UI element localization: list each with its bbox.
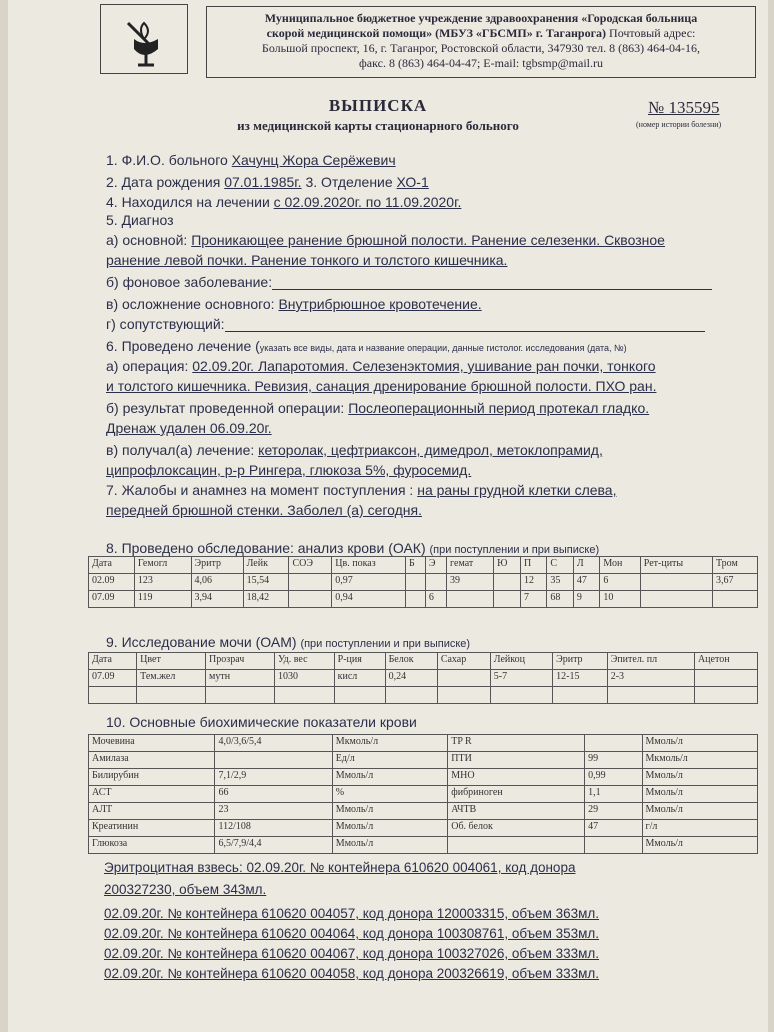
oak-cell — [406, 574, 426, 591]
bio-cell — [215, 752, 332, 769]
oam-cell — [89, 687, 137, 704]
treatment-heading — [106, 338, 627, 354]
oak-cell — [494, 591, 521, 608]
oak-header-cell: Эритр — [191, 557, 243, 574]
bio-cell: г/л — [642, 820, 758, 837]
medication-label: в) получал(а) лечение: — [106, 442, 259, 458]
oak-cell: 15,54 — [243, 574, 289, 591]
bio-cell: Мочевина — [89, 735, 215, 752]
complication-line — [106, 296, 482, 312]
bio-cell: 23 — [215, 803, 332, 820]
oak-note: (при поступлении и при выписке) — [429, 544, 600, 556]
logo — [100, 4, 188, 74]
oak-cell — [289, 574, 332, 591]
bio-cell: Амилаза — [89, 752, 215, 769]
oak-cell: 10 — [600, 591, 640, 608]
oak-cell: 3,67 — [712, 574, 757, 591]
oam-header-cell: Лейкоц — [490, 653, 552, 670]
operation-cont: и толстого кишечника. Ревизия, санация дренирование брюшной полости. ПХО ран. — [106, 378, 657, 394]
oak-cell: 39 — [447, 574, 494, 591]
header-line-1: Муниципальное бюджетное учреждение здравоохранения «Городская больница — [264, 11, 698, 25]
blank-line — [225, 319, 705, 332]
oam-cell — [385, 687, 437, 704]
urine-test-table — [88, 652, 758, 704]
oak-header-cell: Рет-циты — [640, 557, 712, 574]
blood-test-table — [88, 556, 758, 608]
bio-cell: Глюкоза — [89, 837, 215, 854]
operation: 02.09.20г. Лапаротомия. Селезенэктомия, ушивание ран почки, тонкого — [192, 358, 656, 374]
oam-header-cell: Эритр — [553, 653, 608, 670]
header-line-2: скорой медицинской помощи» (МБУЗ «ГБСМП» г. Таганрога) — [266, 26, 607, 40]
oam-header-cell: Р-ция — [334, 653, 385, 670]
oak-header-cell: СОЭ — [289, 557, 332, 574]
main-diagnosis: Проникающее ранение брюшной полости. Ранение селезенки. Сквозное — [191, 232, 665, 248]
bio-cell: 6,5/7,9/4,4 — [215, 837, 332, 854]
oak-cell: 3,94 — [191, 591, 243, 608]
biochemistry-table — [88, 734, 758, 854]
bio-cell: Ммоль/л — [642, 803, 758, 820]
bio-cell: АСТ — [89, 786, 215, 803]
bio-cell: 1,1 — [585, 786, 642, 803]
complaints: на раны грудной клетки слева, — [417, 482, 617, 498]
oak-header-cell: Гемогл — [134, 557, 191, 574]
blank-line — [272, 277, 712, 290]
transfusion-line: 02.09.20г. № контейнера 610620 004057, код донора 120003315, объем 363мл. — [104, 906, 600, 921]
bio-cell: TP R — [448, 735, 585, 752]
complication: Внутрибрюшное кровотечение. — [278, 296, 482, 312]
oak-cell — [425, 574, 446, 591]
oak-header-cell: Л — [573, 557, 599, 574]
bio-cell: 66 — [215, 786, 332, 803]
oak-cell: 12 — [520, 574, 546, 591]
oam-header-cell: Дата — [89, 653, 137, 670]
medication-line — [106, 442, 603, 458]
oak-cell — [640, 591, 712, 608]
main-diagnosis-cont: ранение левой почки. Ранение тонкого и толстого кишечника. — [106, 252, 508, 268]
table-row — [89, 687, 758, 704]
oam-cell — [206, 687, 275, 704]
oak-cell: 18,42 — [243, 591, 289, 608]
birth-date: 07.01.1985г. — [224, 174, 302, 190]
stay-period-label: 4. Находился на лечении — [106, 194, 274, 210]
oak-header-cell: П — [520, 557, 546, 574]
table-row — [89, 735, 758, 752]
oam-cell: 0,24 — [385, 670, 437, 687]
oam-header-cell: Сахар — [437, 653, 490, 670]
oak-header-cell: Б — [406, 557, 426, 574]
bio-cell: Ммоль/л — [332, 837, 447, 854]
oam-cell — [137, 687, 206, 704]
header-postal-label: Почтовый адрес: — [606, 26, 696, 40]
patient-name-label: 1. Ф.И.О. больного — [106, 152, 232, 168]
document-title: ВЫПИСКА — [328, 96, 428, 115]
treatment-label: 6. Проведено лечение ( — [106, 338, 260, 354]
bio-cell: 47 — [585, 820, 642, 837]
oak-header-cell: С — [547, 557, 573, 574]
oam-header-cell: Эпител. пл — [607, 653, 694, 670]
institution-header — [206, 6, 756, 78]
record-number: № 135595 — [648, 98, 720, 117]
table-row — [89, 786, 758, 803]
table-row — [89, 591, 758, 608]
oam-header-cell: Белок — [385, 653, 437, 670]
oam-cell — [437, 670, 490, 687]
oam-header-cell: Ацетон — [694, 653, 757, 670]
department-label: 3. Отделение — [301, 174, 397, 190]
table-row — [89, 820, 758, 837]
complication-label: в) осложнение основного: — [106, 296, 279, 312]
concomitant-line — [106, 316, 705, 332]
birth-date-label: 2. Дата рождения — [106, 174, 225, 190]
oam-cell — [334, 687, 385, 704]
oam-cell: мутн — [206, 670, 275, 687]
operation-result: Послеоперационный период протекал гладко. — [348, 400, 650, 416]
oam-cell — [437, 687, 490, 704]
bio-cell: % — [332, 786, 447, 803]
oam-title — [106, 634, 470, 650]
bio-cell: 4,0/3,6/5,4 — [215, 735, 332, 752]
bio-cell: МНО — [448, 769, 585, 786]
diagnosis-heading: 5. Диагноз — [106, 212, 174, 228]
oak-cell: 07.09 — [89, 591, 135, 608]
medication: кеторолак, цефтриаксон, димедрол, метоклопрамид, — [258, 442, 603, 458]
bio-cell: 112/108 — [215, 820, 332, 837]
oak-header-cell: Ю — [494, 557, 521, 574]
bio-cell: ПТИ — [448, 752, 585, 769]
oam-heading: 9. Исследование мочи (ОАМ) — [106, 634, 301, 650]
oak-cell — [406, 591, 426, 608]
department: ХО-1 — [396, 174, 429, 190]
oam-cell — [607, 687, 694, 704]
bio-cell — [585, 837, 642, 854]
document-subtitle: из медицинской карты стационарного больного — [237, 118, 519, 133]
bio-cell: Ммоль/л — [642, 837, 758, 854]
oak-header-cell: Дата — [89, 557, 135, 574]
header-contacts: факс. 8 (863) 464-04-47; E-mail: tgbsmp@mail.ru — [359, 56, 603, 70]
oak-header-row — [89, 557, 758, 574]
oak-cell: 123 — [134, 574, 191, 591]
bio-cell: АЛТ — [89, 803, 215, 820]
oak-header-cell: гемат — [447, 557, 494, 574]
oam-cell — [694, 687, 757, 704]
transfusion-line: 02.09.20г. № контейнера 610620 004058, код донора 200326619, объем 333мл. — [104, 966, 600, 981]
transfusion-line: 02.09.20г. № контейнера 610620 004067, код донора 100327026, объем 333мл. — [104, 946, 600, 961]
bio-cell: Ммоль/л — [642, 735, 758, 752]
oak-cell — [289, 591, 332, 608]
operation-result-line — [106, 400, 649, 416]
oak-cell: 0,94 — [332, 591, 406, 608]
table-row — [89, 752, 758, 769]
bio-cell: Ммоль/л — [642, 769, 758, 786]
operation-label: а) операция: — [106, 358, 193, 374]
patient-name-line — [106, 152, 396, 168]
oam-cell: 1030 — [274, 670, 334, 687]
oak-header-cell: Лейк — [243, 557, 289, 574]
oak-cell — [447, 591, 494, 608]
oak-cell: 47 — [573, 574, 599, 591]
header-address: Большой проспект, 16, г. Таганрог, Ростовской области, 347930 тел. 8 (863) 464-04-16, — [261, 41, 701, 55]
bio-cell: 0,99 — [585, 769, 642, 786]
main-diagnosis-line — [106, 232, 665, 248]
bio-cell — [585, 735, 642, 752]
complaints-line — [106, 482, 616, 498]
treatment-note: указать все виды, дата и название операции, данные гистолог. исследования (дата, №) — [259, 343, 627, 353]
transfusion-line: Эритроцитная взвесь: 02.09.20г. № контейнера 610620 004061, код донора — [104, 860, 576, 875]
oak-cell: 0,97 — [332, 574, 406, 591]
oak-cell: 6 — [425, 591, 446, 608]
oak-header-cell: Э — [425, 557, 446, 574]
bio-cell: 7,1/2,9 — [215, 769, 332, 786]
bio-cell: Ммоль/л — [332, 803, 447, 820]
bio-cell: АЧТВ — [448, 803, 585, 820]
bio-title: 10. Основные биохимические показатели крови — [106, 714, 417, 730]
bio-cell: Ммоль/л — [642, 786, 758, 803]
document-page — [8, 0, 768, 1032]
concomitant-label: г) сопутствующий: — [106, 316, 225, 332]
bio-cell: 99 — [585, 752, 642, 769]
background-disease-label: б) фоновое заболевание: — [106, 274, 273, 290]
transfusion-line: 02.09.20г. № контейнера 610620 004064, код донора 100308761, объем 353мл. — [104, 926, 600, 941]
operation-result-cont: Дренаж удален 06.09.20г. — [106, 420, 272, 436]
bio-cell: Ед/л — [332, 752, 447, 769]
bio-cell: Билирубин — [89, 769, 215, 786]
oak-cell: 35 — [547, 574, 573, 591]
table-row — [89, 574, 758, 591]
oak-title — [106, 540, 599, 556]
complaints-label: 7. Жалобы и анамнез на момент поступления : — [106, 482, 418, 498]
oam-cell: 5-7 — [490, 670, 552, 687]
table-row — [89, 769, 758, 786]
oam-cell: кисл — [334, 670, 385, 687]
oam-cell: 07.09 — [89, 670, 137, 687]
background-disease-line — [106, 274, 712, 290]
birth-date-line — [106, 174, 429, 190]
oak-cell: 7 — [520, 591, 546, 608]
bio-cell: Ммоль/л — [332, 769, 447, 786]
table-row — [89, 670, 758, 687]
oam-note: (при поступлении и при выписке) — [300, 638, 471, 650]
caduceus-icon — [114, 9, 174, 69]
oak-header-cell: Цв. показ — [332, 557, 406, 574]
patient-name: Хачунц Жора Серёжевич — [231, 152, 396, 168]
bio-cell: Мкмоль/л — [332, 735, 447, 752]
bio-cell: Мкмоль/л — [642, 752, 758, 769]
oak-cell — [640, 574, 712, 591]
oam-cell: 2-3 — [607, 670, 694, 687]
oak-header-cell: Мон — [600, 557, 640, 574]
bio-cell: 29 — [585, 803, 642, 820]
oam-cell — [553, 687, 608, 704]
transfusion-line: 200327230, объем 343мл. — [104, 882, 267, 897]
oam-cell: 12-15 — [553, 670, 608, 687]
operation-line — [106, 358, 656, 374]
oak-cell: 68 — [547, 591, 573, 608]
oak-heading: 8. Проведено обследование: анализ крови (ОАК) — [106, 540, 430, 556]
record-number-note: (номер истории болезни) — [636, 120, 722, 129]
bio-cell: Ммоль/л — [332, 820, 447, 837]
oak-header-cell: Тром — [712, 557, 757, 574]
oam-cell: Тем.жел — [137, 670, 206, 687]
oam-cell — [490, 687, 552, 704]
medication-cont: ципрофлоксацин, р-р Рингера, глюкоза 5%, фуросемид. — [106, 462, 472, 478]
oak-cell: 119 — [134, 591, 191, 608]
oak-cell: 4,06 — [191, 574, 243, 591]
oam-cell — [274, 687, 334, 704]
operation-result-label: б) результат проведенной операции: — [106, 400, 349, 416]
bio-cell — [448, 837, 585, 854]
oam-cell — [694, 670, 757, 687]
table-row — [89, 803, 758, 820]
oak-cell — [494, 574, 521, 591]
oak-cell — [712, 591, 757, 608]
bio-cell: фибриноген — [448, 786, 585, 803]
oam-header-cell: Прозрач — [206, 653, 275, 670]
oak-cell: 02.09 — [89, 574, 135, 591]
oam-header-cell: Уд. вес — [274, 653, 334, 670]
oak-cell: 6 — [600, 574, 640, 591]
bio-cell: Креатинин — [89, 820, 215, 837]
stay-period-line — [106, 194, 461, 210]
main-diagnosis-label: а) основной: — [106, 232, 192, 248]
oak-cell: 9 — [573, 591, 599, 608]
oam-header-row — [89, 653, 758, 670]
complaints-cont: передней брюшной стенки. Заболел (а) сегодня. — [106, 502, 423, 518]
table-row — [89, 837, 758, 854]
bio-cell: Об. белок — [448, 820, 585, 837]
stay-period: с 02.09.2020г. по 11.09.2020г. — [273, 194, 462, 210]
oam-header-cell: Цвет — [137, 653, 206, 670]
